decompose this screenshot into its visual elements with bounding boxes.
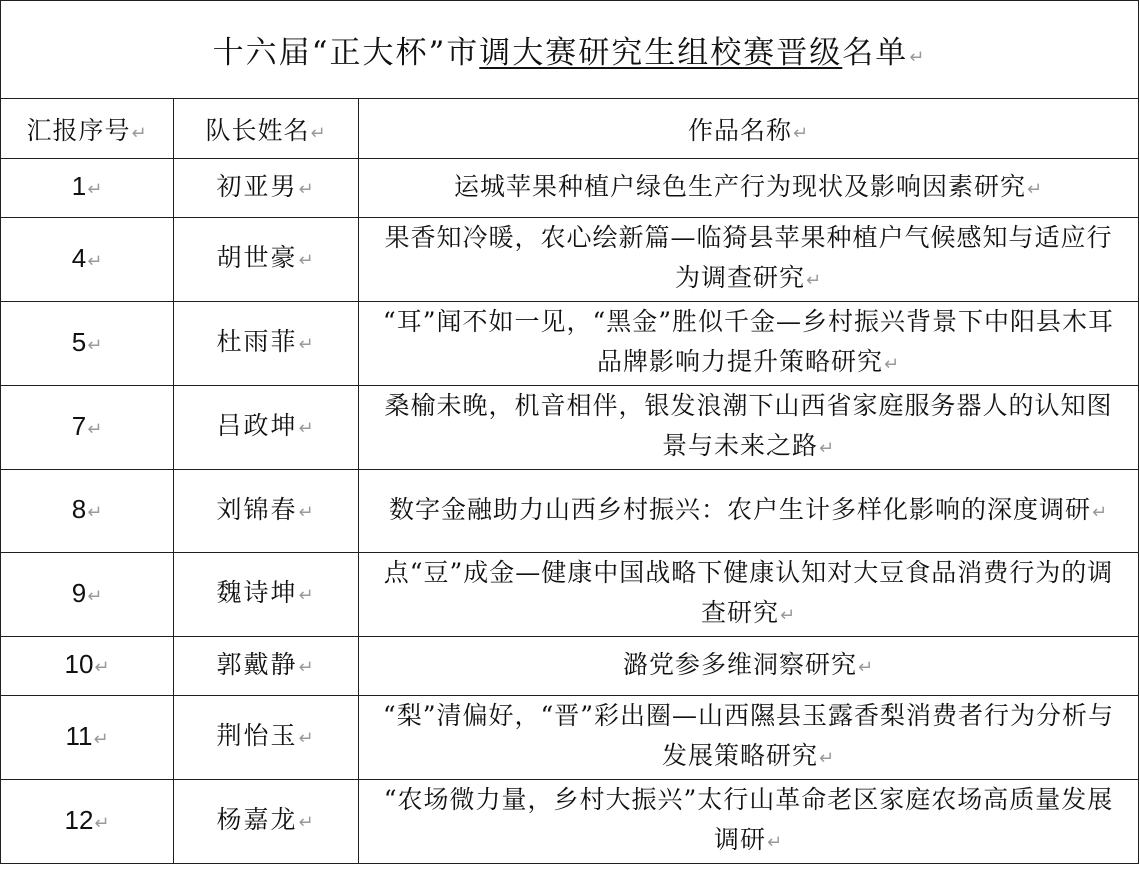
header-report-number xyxy=(1,99,174,159)
report-number: 5 xyxy=(71,326,87,357)
paragraph-mark-icon: ↵ xyxy=(818,748,836,769)
captain-name: 荆怡玉 xyxy=(216,721,298,750)
report-number-cell xyxy=(1,386,174,470)
work-title: “梨”清偏好，“晋”彩出圈—山西隰县玉露香梨消费者行为分析与发展策略研究 xyxy=(382,701,1115,770)
work-title-cell xyxy=(359,780,1139,864)
captain-name-cell xyxy=(174,780,359,864)
header-label: 队长姓名 xyxy=(205,115,310,145)
work-title-cell xyxy=(359,637,1139,696)
report-number: 7 xyxy=(71,410,87,441)
table-row xyxy=(1,470,1139,553)
table-row xyxy=(1,386,1139,470)
work-title-cell xyxy=(359,302,1139,386)
captain-name: 杨嘉龙 xyxy=(216,805,298,834)
paragraph-mark-icon: ↵ xyxy=(818,438,836,459)
paragraph-mark-icon: ↵ xyxy=(131,122,148,144)
work-title: 果香知冷暖，农心绘新篇—临猗县苹果种植户气候感知与适应行为调查研究 xyxy=(384,223,1113,292)
captain-name: 刘锦春 xyxy=(216,494,298,524)
paragraph-mark-icon: ↵ xyxy=(87,250,103,272)
paragraph-mark-icon: ↵ xyxy=(298,418,316,439)
report-number-cell xyxy=(1,780,174,864)
header-work-title xyxy=(359,99,1139,159)
captain-name-cell xyxy=(174,553,359,637)
header-captain-name xyxy=(174,99,359,159)
work-title-cell xyxy=(359,218,1139,302)
paragraph-mark-icon: ↵ xyxy=(909,47,927,68)
captain-name: 胡世豪 xyxy=(216,243,298,272)
paragraph-mark-icon: ↵ xyxy=(298,250,316,271)
paragraph-mark-icon: ↵ xyxy=(310,122,327,144)
captain-name: 吕政坤 xyxy=(216,411,298,440)
report-number-cell xyxy=(1,553,174,637)
captain-name-cell xyxy=(174,637,359,696)
paragraph-mark-icon: ↵ xyxy=(766,832,784,853)
work-title-cell xyxy=(359,386,1139,470)
work-title-cell xyxy=(359,470,1139,553)
paragraph-mark-icon: ↵ xyxy=(857,656,875,678)
title-text-before: 十六届“正大杯”市 xyxy=(212,35,480,71)
table-row xyxy=(1,780,1139,864)
title-row xyxy=(1,1,1139,99)
report-number: 4 xyxy=(71,242,87,273)
captain-name-cell xyxy=(174,159,359,218)
paragraph-mark-icon: ↵ xyxy=(792,122,810,144)
header-label: 作品名称 xyxy=(687,115,792,145)
paragraph-mark-icon: ↵ xyxy=(298,656,316,678)
paragraph-mark-icon: ↵ xyxy=(298,728,316,749)
work-title-cell xyxy=(359,553,1139,637)
report-number-cell xyxy=(1,302,174,386)
paragraph-mark-icon: ↵ xyxy=(883,354,901,375)
paragraph-mark-icon: ↵ xyxy=(87,418,103,440)
report-number-cell xyxy=(1,159,174,218)
paragraph-mark-icon: ↵ xyxy=(298,334,316,355)
report-number-cell xyxy=(1,637,174,696)
captain-name: 郭戴静 xyxy=(216,649,298,679)
paragraph-mark-icon: ↵ xyxy=(298,585,316,606)
work-title: 点“豆”成金—健康中国战略下健康认知对大豆食品消费行为的调查研究 xyxy=(383,558,1114,627)
paragraph-mark-icon: ↵ xyxy=(93,728,109,750)
captain-name: 初亚男 xyxy=(216,171,298,201)
paragraph-mark-icon: ↵ xyxy=(94,812,110,834)
table-row xyxy=(1,159,1139,218)
paragraph-mark-icon: ↵ xyxy=(805,270,823,291)
work-title-cell xyxy=(359,696,1139,780)
captain-name: 杜雨菲 xyxy=(216,327,298,356)
table-row xyxy=(1,553,1139,637)
title-text-after: 名单 xyxy=(842,35,909,71)
paragraph-mark-icon: ↵ xyxy=(87,585,103,607)
paragraph-mark-icon: ↵ xyxy=(87,334,103,356)
work-title: “农场微力量，乡村大振兴”太行山革命老区家庭农场高质量发展调研 xyxy=(383,785,1114,854)
paragraph-mark-icon: ↵ xyxy=(779,605,797,626)
table-row xyxy=(1,218,1139,302)
report-number-cell xyxy=(1,696,174,780)
report-number: 9 xyxy=(71,577,87,608)
work-title: 运城苹果种植户绿色生产行为现状及影响因素研究 xyxy=(453,171,1026,201)
paragraph-mark-icon: ↵ xyxy=(1026,178,1044,200)
captain-name-cell xyxy=(174,470,359,553)
work-title-cell xyxy=(359,159,1139,218)
header-row xyxy=(1,99,1139,159)
table-row xyxy=(1,302,1139,386)
paragraph-mark-icon: ↵ xyxy=(298,178,316,200)
paragraph-mark-icon: ↵ xyxy=(1091,501,1109,523)
paragraph-mark-icon: ↵ xyxy=(87,502,103,523)
paragraph-mark-icon: ↵ xyxy=(94,657,110,678)
report-number: 12 xyxy=(64,804,94,835)
table-row xyxy=(1,696,1139,780)
work-title: 数字金融助力山西乡村振兴：农户生计多样化影响的深度调研 xyxy=(388,494,1091,524)
report-number-cell xyxy=(1,218,174,302)
paragraph-mark-icon: ↵ xyxy=(298,812,316,833)
captain-name-cell xyxy=(174,218,359,302)
table-row xyxy=(1,637,1139,696)
captain-name-cell xyxy=(174,302,359,386)
report-number: 8 xyxy=(71,494,87,524)
paragraph-mark-icon: ↵ xyxy=(87,179,103,200)
work-title: “耳”闻不如一见，“黑金”胜似千金—乡村振兴背景下中阳县木耳品牌影响力提升策略研究 xyxy=(382,307,1115,376)
work-title: 桑榆未晚，机音相伴，银发浪潮下山西省家庭服务器人的认知图景与未来之路 xyxy=(384,391,1113,460)
title-text-underlined: 调大赛研究生组校赛晋级 xyxy=(479,35,843,71)
report-number-cell xyxy=(1,470,174,553)
captain-name: 魏诗坤 xyxy=(216,578,298,607)
report-number: 11 xyxy=(65,720,93,751)
work-title: 潞党参多维洞察研究 xyxy=(622,649,857,679)
report-number: 10 xyxy=(64,649,94,679)
captain-name-cell xyxy=(174,386,359,470)
captain-name-cell xyxy=(174,696,359,780)
header-label: 汇报序号 xyxy=(26,115,131,145)
document-title xyxy=(1,1,1139,99)
paragraph-mark-icon: ↵ xyxy=(298,501,316,523)
report-number: 1 xyxy=(71,171,87,201)
